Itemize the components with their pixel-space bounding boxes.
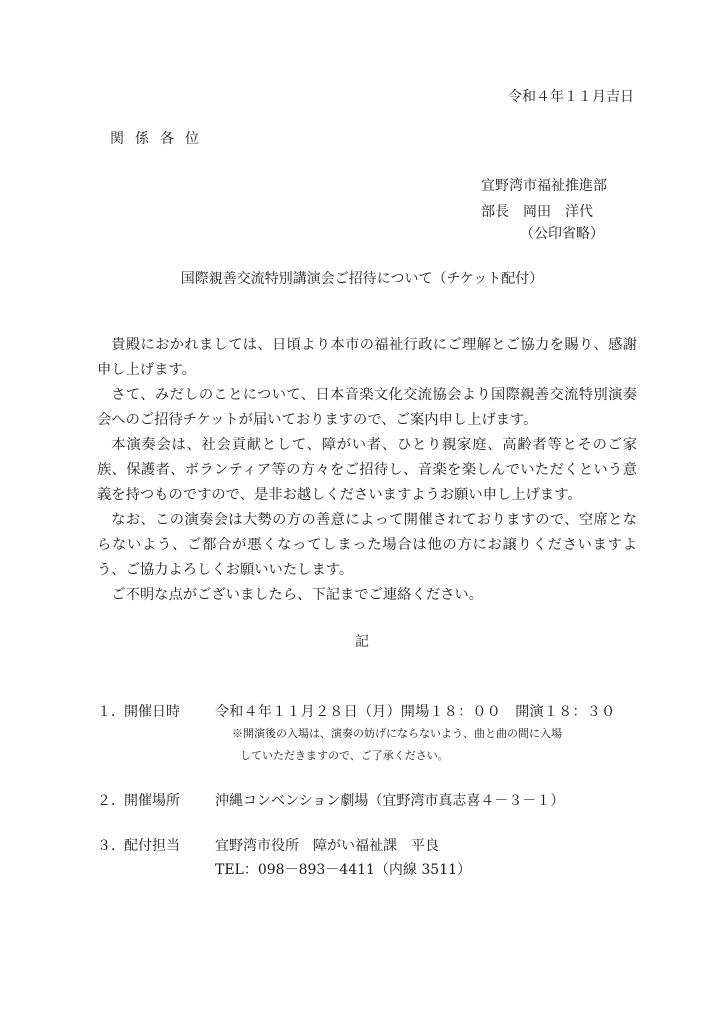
seal-omitted-note: （公印省略） [520,226,604,242]
contact-phone: TEL：098－893－4411（内線 3511） [215,862,472,878]
sender-department: 宜野湾市福祉推進部 [481,178,607,194]
item-label-venue: 開催場所 [124,793,180,809]
item-number: ３． [97,838,125,854]
body-paragraph: 本演奏会は、社会貢献として、障がい者、ひとり親家庭、高齢者等とそのご家族、保護者、ボランティア等の方々をご招待し、音楽を楽しんでいただくという意義を持つものですので、是非お越しくださいますようお願い申し上げます。 [97,437,637,503]
body-paragraph: 貴殿におかれましては、日頃より本市の福祉行政にご理解とご協力を賜り、感謝申し上げます。 [97,337,637,378]
item-label-datetime: 開催日時 [124,704,180,720]
item-value-venue: 沖縄コンベンション劇場（宜野湾市真志喜４－３－１） [215,793,565,809]
item-number: １． [97,704,125,720]
document-title: 国際親善交流特別講演会ご招待について（チケット配付） [180,271,544,287]
entry-note-continued: していただきますので、ご了承ください。 [240,749,449,762]
entry-note: ※開演後の入場は、演奏の妨げにならないよう、曲と曲の間に入場 [232,727,562,740]
ki-heading: 記 [355,634,369,650]
sender-name: 部長 岡田 洋代 [481,204,593,220]
document-date: 令和４年１１月吉日 [508,89,634,105]
item-number: ２． [97,793,125,809]
letter-body [97,333,637,608]
addressee: 関係各位 [110,131,210,147]
item-value-distribution: 宜野湾市役所 障がい福祉課 平良 [215,838,439,854]
item-label-distribution: 配付担当 [124,838,180,854]
item-value-datetime: 令和４年１１月２８日（月）開場１８：００ 開演１８：３０ [215,704,616,720]
body-paragraph: さて、みだしのことについて、日本音楽文化交流協会より国際親善交流特別演奏会へのご招待チケットが届いておりますので、ご案内申し上げます。 [97,387,637,428]
body-paragraph: なお、この演奏会は大勢の方の善意によって開催されておりますので、空席とならないよう、ご都合が悪くなってしまった場合は他の方にお譲りくださいますよう、ご協力よろしくお願いいたします。 [97,512,637,578]
body-paragraph: ご不明な点がございましたら、下記までご連絡ください。 [111,587,484,603]
